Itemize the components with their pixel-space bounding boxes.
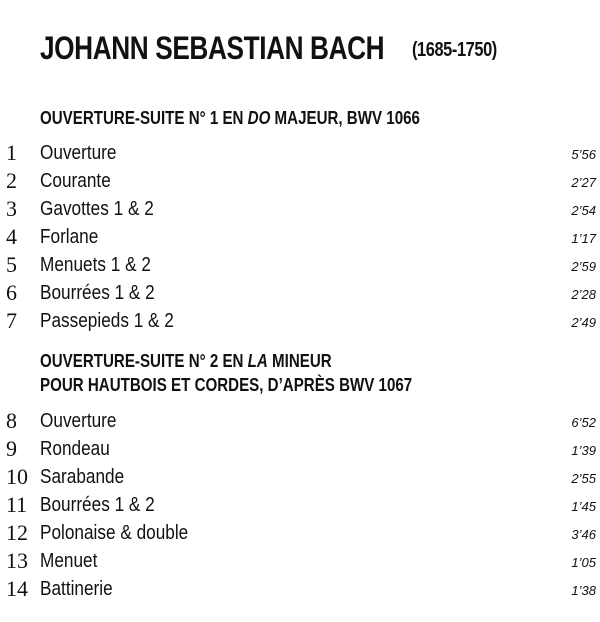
track-number: 12 [6,520,28,545]
track-row [0,435,600,463]
track-number: 9 [6,436,17,461]
track-number: 7 [6,308,17,333]
track-duration: 6’52 [571,415,596,430]
track-number: 5 [6,252,17,277]
track-duration: 1’45 [571,499,596,514]
track-duration: 2’55 [571,471,596,486]
track-row [0,519,600,547]
track-number: 8 [6,408,17,433]
suite1-heading [40,106,420,130]
suite1-heading-key: DO [247,108,271,128]
suite2-heading-key: LA [247,351,268,371]
track-duration: 2’54 [571,203,596,218]
track-row [0,167,600,195]
track-row [0,223,600,251]
track-title: Ouverture [40,410,117,432]
track-title: Sarabande [40,466,125,488]
page-title [40,30,497,67]
track-row [0,547,600,575]
suite1-heading-suffix: MAJEUR, BWV 1066 [270,108,420,128]
track-row [0,407,600,435]
track-title: Bourrées 1 & 2 [40,282,155,304]
track-title: Gavottes 1 & 2 [40,198,154,220]
track-row [0,195,600,223]
track-title: Forlane [40,226,99,248]
track-title: Menuets 1 & 2 [40,254,151,276]
track-number: 1 [6,140,17,165]
track-number: 11 [6,492,28,517]
composer-dates: (1685-1750) [412,39,497,61]
track-row [0,307,600,335]
track-title: Polonaise & double [40,522,189,544]
track-title: Courante [40,170,111,192]
track-row [0,575,600,603]
track-number: 13 [6,548,28,573]
suite1-heading-prefix: OUVERTURE-SUITE N° 1 EN [40,108,248,128]
suite2-heading-prefix: OUVERTURE-SUITE N° 2 EN [40,351,248,371]
composer-name: JOHANN SEBASTIAN BACH [40,30,385,66]
track-title: Passepieds 1 & 2 [40,310,174,332]
track-number: 4 [6,224,17,249]
track-title: Battinerie [40,578,113,600]
track-number: 14 [6,576,28,601]
track-duration: 3’46 [571,527,596,542]
track-duration: 1’17 [571,231,596,246]
track-row [0,279,600,307]
track-row [0,251,600,279]
suite2-heading-line2: POUR HAUTBOIS ET CORDES, D’APRÈS BWV 1067 [40,375,413,395]
track-number: 3 [6,196,17,221]
suite2-heading-suffix: MINEUR [267,351,332,371]
track-row [0,491,600,519]
track-duration: 1’05 [571,555,596,570]
track-duration: 2’59 [571,259,596,274]
track-title: Bourrées 1 & 2 [40,494,155,516]
track-number: 10 [6,464,28,489]
track-duration: 2’49 [571,315,596,330]
suite2-heading [40,349,332,373]
track-row [0,463,600,491]
track-duration: 1’38 [571,583,596,598]
track-number: 2 [6,168,17,193]
track-title: Menuet [40,550,98,572]
track-title: Ouverture [40,142,117,164]
track-duration: 1’39 [571,443,596,458]
track-duration: 2’28 [571,287,596,302]
track-duration: 2’27 [571,175,596,190]
track-row [0,139,600,167]
track-number: 6 [6,280,17,305]
track-duration: 5’56 [571,147,596,162]
track-title: Rondeau [40,438,110,460]
